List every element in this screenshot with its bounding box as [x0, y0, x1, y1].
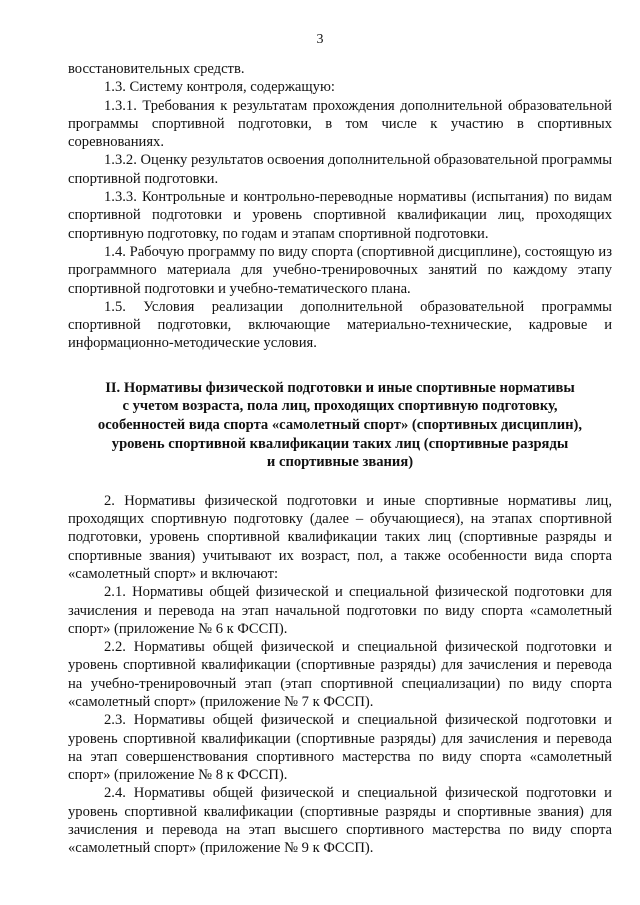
- paragraph: восстановительных средств.: [68, 61, 245, 77]
- paragraph: 2.1. Нормативы общей физической и специальной физической подготовки для зачисления и перевода на этап начальной подготовки по виду спорта «самолетный спорт» (приложение № 6 к ФССП).: [68, 584, 612, 637]
- paragraph: 1.3.3. Контрольные и контрольно-переводные нормативы (испытания) по видам спортивной подготовки и уровень спортивной квалификации лиц, проходящих спортивную подготовку, по годам и этапам спортивной подготовки.: [68, 189, 612, 242]
- section-heading-line: уровень спортивной квалификации таких лиц (спортивные разряды: [111, 435, 569, 452]
- paragraph: 2.4. Нормативы общей физической и специальной физической подготовки и уровень спортивной квалификации (спортивные разряды и спортивные звания) для зачисления и перевода на этап высшего спортивного мастерства по виду спорта «самолетный спорт» (приложение № 9 к ФССП).: [68, 785, 612, 857]
- paragraph: 2.3. Нормативы общей физической и специальной физической подготовки и уровень спортивной квалификации (спортивные разряды) для зачисления и перевода на этап совершенствования спортивного мастерства по виду спорта «самолетный спорт» (приложение № 8 к ФССП).: [68, 712, 612, 784]
- paragraph: 1.3. Систему контроля, содержащую:: [104, 79, 335, 96]
- section-heading-line: II. Нормативы физической подготовки и иные спортивные нормативы: [105, 379, 575, 396]
- page-number: 3: [316, 32, 324, 47]
- paragraph: 1.3.2. Оценку результатов освоения дополнительной образовательной программы спортивной подготовки.: [68, 152, 612, 187]
- paragraphs-bottom: [68, 492, 612, 858]
- section-heading-line: особенностей вида спорта «самолетный спорт» (спортивных дисциплин),: [97, 416, 583, 433]
- section-heading: [68, 379, 612, 472]
- paragraph: 1.4. Рабочую программу по виду спорта (спортивной дисциплине), состоящую из программного материала для учебно-тренировочных занятий по каждому этапу спортивной подготовки и учебно-тематического плана.: [68, 243, 612, 297]
- paragraph: 1.5. Условия реализации дополнительной образовательной программы спортивной подготовки, включающие материально-технические, кадровые и информационно-методические условия.: [68, 298, 612, 352]
- document-body: [68, 60, 612, 858]
- paragraphs-top: [68, 60, 612, 353]
- section-heading-line: с учетом возраста, пола лиц, проходящих спортивную подготовку,: [122, 398, 558, 415]
- paragraph: 1.3.1. Требования к результатам прохождения дополнительной образовательной программы спортивной подготовки, в том числе к участию в спортивных соревнованиях.: [68, 97, 612, 151]
- paragraph: 2. Нормативы физической подготовки и иные спортивные нормативы лиц, проходящих спортивную подготовку (далее – обучающиеся), на этапах спортивной подготовки, уровень спортивной квалификации таких лиц (спортивные разряды и спортивные звания) учитывают их возраст, пол, а также особенности вида спорта «самолетный спорт» и включают:: [68, 492, 612, 582]
- paragraph: 2.2. Нормативы общей физической и специальной физической подготовки и уровень спортивной квалификации (спортивные разряды) для зачисления и перевода на учебно-тренировочный этап (этап спортивной специализации) по виду спорта «самолетный спорт» (приложение № 7 к ФССП).: [68, 639, 612, 710]
- section-heading-line: и спортивные звания): [266, 454, 414, 471]
